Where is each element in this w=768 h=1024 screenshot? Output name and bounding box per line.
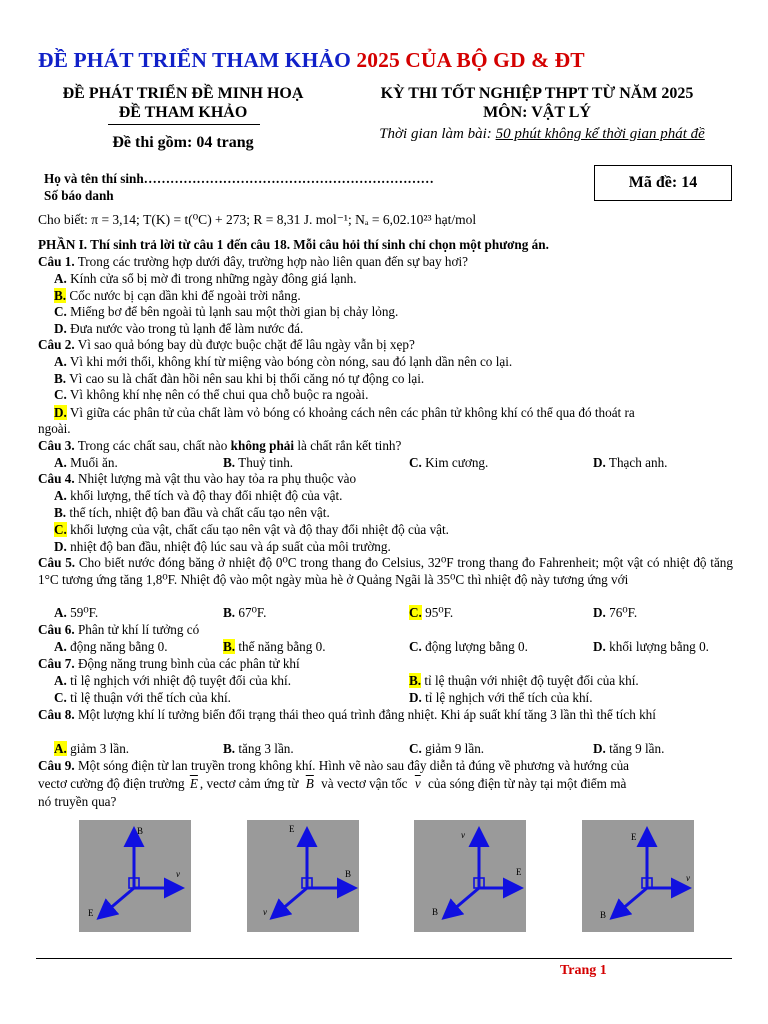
option-a-diagram bbox=[79, 820, 191, 932]
question-9-line2: vectơ cường độ điện trường $\overline{E}$ , vectơ cảm ứng từ $\overline{B}$ và vectơ vận tốc $\overline{v}$ của sóng điện từ này tại một điểm mà bbox=[38, 776, 627, 791]
label-e: E bbox=[289, 824, 295, 834]
vector-e-symbol: $\overline{E}$ bbox=[189, 776, 198, 791]
q2-option-d: D. Vì giữa các phân tử của chất làm vỏ bóng có khoảng cách nên các phân tử không khí có thể qua đó thoát ra bbox=[54, 405, 635, 420]
q7-option-d: D. tỉ lệ nghịch với thể tích của khí. bbox=[409, 690, 593, 705]
option-d-diagram bbox=[582, 820, 694, 932]
section-title: PHẦN I. Thí sinh trả lời từ câu 1 đến câu 18. Mỗi câu hỏi thí sinh chỉ chọn một phương án. bbox=[38, 237, 549, 252]
label-b: B bbox=[137, 826, 144, 836]
page-number: Trang 1 bbox=[560, 963, 607, 978]
em-wave-diagram-d bbox=[582, 820, 694, 932]
exam-code-box bbox=[594, 165, 732, 201]
label-b: B bbox=[345, 869, 352, 879]
q7-option-c: C. tỉ lệ thuận với thể tích của khí. bbox=[54, 690, 231, 705]
footer-rule bbox=[36, 958, 732, 959]
question-2: Câu 2. Vì sao quả bóng bay dù được buộc chặt để lâu ngày vẫn bị xẹp? bbox=[38, 337, 415, 352]
em-wave-diagram-a bbox=[79, 820, 191, 932]
q8-option-a: A. giảm 3 lần. bbox=[54, 741, 130, 756]
q3-option-a: A. Muối ăn. bbox=[54, 455, 118, 470]
q8-option-b: B. tăng 3 lần. bbox=[223, 741, 294, 756]
q7-option-b: B. tỉ lệ thuận với nhiệt độ tuyệt đối của khí. bbox=[409, 673, 639, 688]
q1-option-c: C. Miếng bơ để bên ngoài tủ lạnh sau một thời gian bị chảy lỏng. bbox=[54, 304, 399, 319]
question-3: Câu 3. Trong các chất sau, chất nào không phải là chất rắn kết tinh? bbox=[38, 438, 402, 453]
option-c-diagram bbox=[414, 820, 526, 932]
label-v: v bbox=[176, 869, 180, 879]
q8-option-d: D. tăng 9 lần. bbox=[593, 741, 665, 756]
q2-option-a: A. Vì khi mới thổi, không khí từ miệng vào bóng còn nóng, sau đó lạnh dần nên co lại. bbox=[54, 354, 513, 369]
page-count: Đề thi gồm: 04 trang bbox=[112, 134, 254, 151]
q2-option-b: B. Vì cao su là chất đàn hồi nên sau khi bị thổi căng nó tự động co lại. bbox=[54, 371, 425, 386]
given-constants: Cho biết: π = 3,14; T(K) = t(⁰C) + 273; R = 8,31 J. mol⁻¹; Nₐ = 6,02.10²³ hạt/mol bbox=[38, 212, 477, 227]
question-7: Câu 7. Động năng trung bình của các phân tử khí bbox=[38, 656, 300, 671]
q4-option-c: C. khối lượng của vật, chất cấu tạo nên vật và độ thay đổi nhiệt độ của vật. bbox=[54, 522, 449, 537]
page-banner: ĐỀ PHÁT TRIỂN THAM KHẢO 2025 CỦA BỘ GD & ĐT bbox=[38, 48, 585, 72]
label-e: E bbox=[631, 832, 637, 842]
q1-option-d: D. Đưa nước vào trong tủ lạnh để làm nước đá. bbox=[54, 321, 304, 336]
em-wave-diagram-c bbox=[414, 820, 526, 932]
label-e: E bbox=[516, 867, 522, 877]
question-9-line3: nó truyền qua? bbox=[38, 794, 117, 809]
candidate-id-field: Số báo danh bbox=[44, 188, 114, 203]
question-1: Câu 1. Trong các trường hợp dưới đây, trường hợp nào liên quan đến sự bay hơi? bbox=[38, 254, 468, 269]
q5-option-b: B. 67⁰F. bbox=[223, 605, 267, 620]
em-wave-diagram-b bbox=[247, 820, 359, 932]
exam-subtype: ĐỀ THAM KHẢO bbox=[118, 104, 248, 121]
question-8: Câu 8. Một lượng khí lí tưởng biến đổi trạng thái theo quá trình đẳng nhiệt. Khi áp suất khí tăng 3 lần thì thể tích khí bbox=[38, 707, 656, 722]
question-9: Câu 9. Một sóng điện từ lan truyền trong không khí. Hình vẽ nào sau đây diễn tả đúng về phương và hướng của bbox=[38, 758, 630, 773]
q1-option-a: A. Kính cửa sổ bị mờ đi trong những ngày đông giá lạnh. bbox=[54, 271, 357, 286]
q2-option-c: C. Vì không khí nhẹ nên có thể chui qua chỗ buộc ra ngoài. bbox=[54, 387, 369, 402]
q6-option-b: B. thế năng bằng 0. bbox=[223, 639, 326, 654]
q7-option-a: A. tỉ lệ nghịch với nhiệt độ tuyệt đối của khí. bbox=[54, 673, 291, 688]
question-5: Câu 5. Cho biết nước đóng băng ở nhiệt độ 0⁰C trong thang đo Celsius, 32⁰F trong thang đo Fahrenheit; một vật có nhiệt độ tăng 1°C tương ứng tăng 1,8⁰F. Nhiệt độ vào một ngày mùa hè ở Quảng Ngãi là 35⁰C thì nhiệt độ này tương ứng với bbox=[38, 555, 733, 587]
q4-option-b: B. thể tích, nhiệt độ ban đầu và chất cấu tạo nên vật. bbox=[54, 505, 330, 520]
subject: MÔN: VẬT LÝ bbox=[483, 104, 591, 121]
q3-option-c: C. Kim cương. bbox=[409, 455, 489, 470]
q2-option-d-cont: ngoài. bbox=[38, 421, 71, 436]
exam-code: Mã đề: 14 bbox=[628, 174, 698, 191]
header-rule bbox=[108, 124, 260, 125]
exam-title: KỲ THI TỐT NGHIỆP THPT TỪ NĂM 2025 bbox=[380, 85, 694, 102]
q1-option-b: B. Cốc nước bị cạn dần khi để ngoài trời nắng. bbox=[54, 288, 301, 303]
exam-type: ĐỀ PHÁT TRIỂN ĐỀ MINH HOẠ bbox=[62, 85, 304, 102]
q6-option-a: A. động năng bằng 0. bbox=[54, 639, 168, 654]
time-line: Thời gian làm bài: 50 phút không kể thời gian phát đề bbox=[379, 126, 705, 142]
q4-option-d: D. nhiệt độ ban đầu, nhiệt độ lúc sau và áp suất của môi trường. bbox=[54, 539, 391, 554]
candidate-info bbox=[44, 170, 434, 204]
vector-b-symbol: $\overline{B}$ bbox=[305, 776, 314, 791]
vector-v-symbol: $\overline{v}$ bbox=[414, 776, 421, 791]
q6-option-c: C. động lượng bằng 0. bbox=[409, 639, 528, 654]
q5-option-a: A. 59⁰F. bbox=[54, 605, 99, 620]
q3-option-b: B. Thuỷ tinh. bbox=[223, 455, 294, 470]
candidate-name-field: Họ và tên thí sinh………………………………………………………… bbox=[44, 171, 434, 186]
question-6: Câu 6. Phân tử khí lí tưởng có bbox=[38, 622, 200, 637]
option-b-diagram bbox=[247, 820, 359, 932]
q5-option-d: D. 76⁰F. bbox=[593, 605, 638, 620]
label-v: v bbox=[461, 830, 465, 840]
label-b: B bbox=[600, 910, 607, 920]
label-v: v bbox=[263, 907, 267, 917]
q4-option-a: A. khối lượng, thể tích và độ thay đổi nhiệt độ của vật. bbox=[54, 488, 343, 503]
q5-option-c: C. 95⁰F. bbox=[409, 605, 454, 620]
label-v: v bbox=[686, 873, 690, 883]
question-4: Câu 4. Nhiệt lượng mà vật thu vào hay tỏa ra phụ thuộc vào bbox=[38, 471, 357, 486]
q3-option-d: D. Thạch anh. bbox=[593, 455, 668, 470]
left-header bbox=[38, 84, 328, 122]
q6-option-d: D. khối lượng bằng 0. bbox=[593, 639, 709, 654]
label-b: B bbox=[432, 907, 439, 917]
label-e: E bbox=[88, 908, 94, 918]
q8-option-c: C. giảm 9 lần. bbox=[409, 741, 485, 756]
right-header bbox=[352, 84, 722, 122]
